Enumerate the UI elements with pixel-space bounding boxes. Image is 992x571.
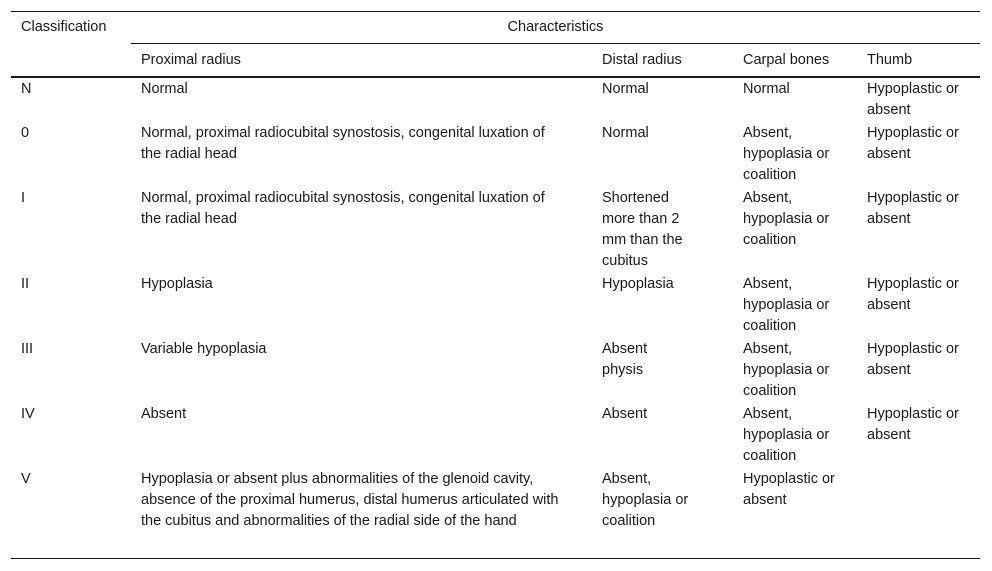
table-row-distal: Absent, hypoplasia or coalition (602, 471, 689, 529)
characteristics-rule (131, 43, 980, 44)
table-row-proximal: Variable hypoplasia (141, 341, 267, 357)
table-row-classification: V (21, 471, 31, 487)
table-row-carpal: Absent, hypoplasia or coalition (743, 125, 830, 183)
table-row-classification: N (21, 81, 32, 97)
table-row-proximal: Hypoplasia or absent plus abnormalities of the glenoid cavity, absence of the proximal humerus, distal humerus articulated with the cubitus and abnormalities of the radial side of the hand (141, 471, 559, 529)
table-row-distal: Absent physis (602, 341, 648, 378)
table-row-carpal: Normal (743, 81, 790, 97)
table-row-thumb: Hypoplastic or absent (867, 125, 959, 162)
table-row-distal: Normal (602, 125, 649, 141)
table-row-distal: Hypoplasia (602, 276, 674, 292)
table-row-proximal: Normal (141, 81, 188, 97)
table-row-classification: IV (21, 406, 35, 422)
header-characteristics: Characteristics (507, 19, 604, 35)
header-distal-radius: Distal radius (602, 52, 682, 68)
table-row-distal: Shortened more than 2 mm than the cubitus (602, 190, 683, 269)
header-thumb: Thumb (867, 52, 913, 68)
table-row-thumb: Hypoplastic or absent (867, 190, 959, 227)
table-row-carpal: Hypoplastic or absent (743, 471, 835, 508)
table-row-classification: III (21, 341, 34, 357)
table-row-proximal: Hypoplasia (141, 276, 213, 292)
header-bottom-rule (11, 76, 980, 78)
table-row-proximal: Normal, proximal radiocubital synostosis, congenital luxation of the radial head (141, 190, 545, 227)
table-row-carpal: Absent, hypoplasia or coalition (743, 341, 830, 399)
table-row-distal: Normal (602, 81, 649, 97)
table-row-thumb: Hypoplastic or absent (867, 81, 959, 118)
header-classification: Classification (21, 19, 107, 35)
table-row-carpal: Absent, hypoplasia or coalition (743, 276, 830, 334)
table-row-thumb: Hypoplastic or absent (867, 406, 959, 443)
table-row-carpal: Absent, hypoplasia or coalition (743, 406, 830, 464)
table-row-classification: II (21, 276, 30, 292)
table-row-thumb: Hypoplastic or absent (867, 341, 959, 378)
header-carpal-bones: Carpal bones (743, 52, 830, 68)
table-bottom-rule (11, 558, 980, 559)
table-row-classification: I (21, 190, 26, 206)
table-row-proximal: Absent (141, 406, 187, 422)
table-top-rule (11, 11, 980, 12)
table-row-proximal: Normal, proximal radiocubital synostosis, congenital luxation of the radial head (141, 125, 545, 162)
table-row-carpal: Absent, hypoplasia or coalition (743, 190, 830, 248)
table-row-classification: 0 (21, 125, 30, 141)
table-row-thumb: Hypoplastic or absent (867, 276, 959, 313)
table-row-distal: Absent (602, 406, 648, 422)
header-proximal-radius: Proximal radius (141, 52, 241, 68)
